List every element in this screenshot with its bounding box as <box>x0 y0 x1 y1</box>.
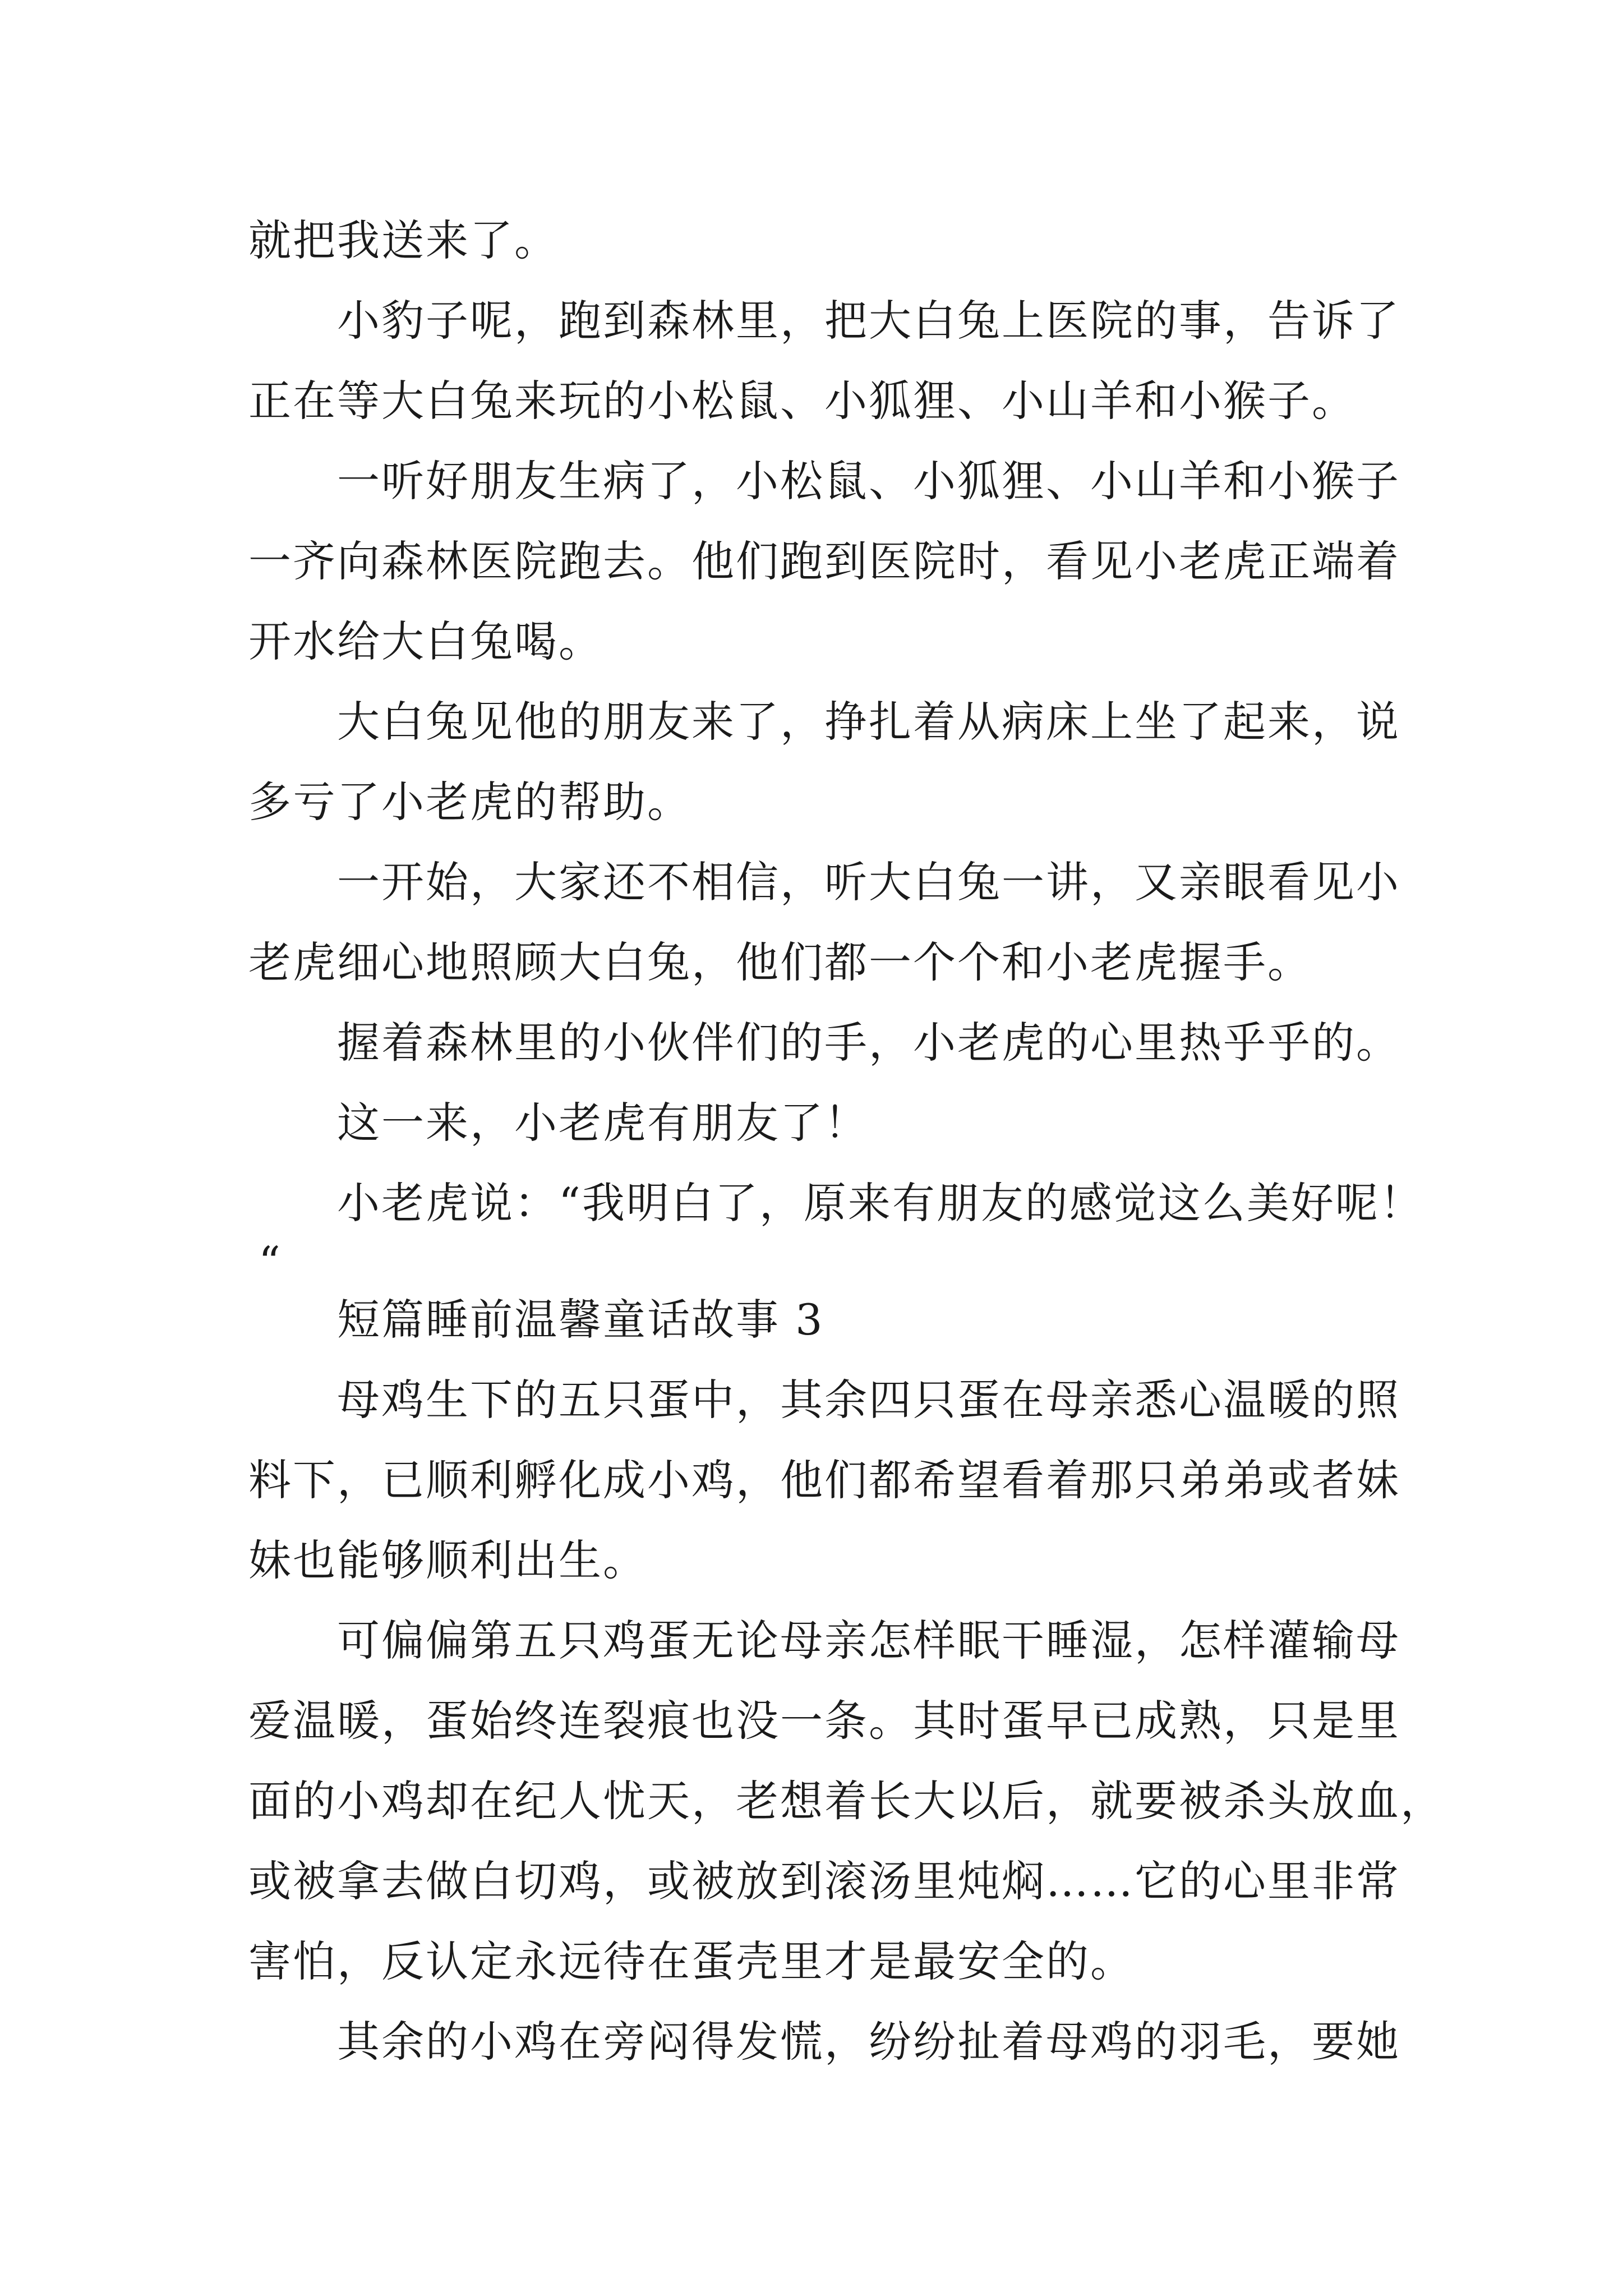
text-line: 小豹子呢，跑到森林里，把大白兔上医院的事，告诉了 <box>337 296 1400 346</box>
text-line: 其余的小鸡在旁闷得发慌，纷纷扯着母鸡的羽毛，要她 <box>337 2017 1400 2067</box>
text-line: 一齐向森林医院跑去。他们跑到医院时，看见小老虎正端着 <box>248 536 1400 586</box>
text-line: 这一来，小老虎有朋友了！ <box>337 1098 869 1148</box>
text-line: 可偏偏第五只鸡蛋无论母亲怎样眠干睡湿，怎样灌输母 <box>337 1616 1400 1665</box>
text-line: 握着森林里的小伙伴们的手，小老虎的心里热乎乎的。 <box>337 1018 1400 1068</box>
text-line: “ <box>259 1237 282 1287</box>
text-line: 就把我送来了。 <box>248 215 559 265</box>
text-line: 面的小鸡却在纪人忧天，老想着长大以后，就要被杀头放血， <box>248 1776 1445 1826</box>
section-heading: 短篇睡前温馨童话故事 3 <box>337 1295 824 1345</box>
text-line: 大白兔见他的朋友来了，挣扎着从病床上坐了起来，说 <box>337 697 1400 747</box>
text-line: 或被拿去做白切鸡，或被放到滚汤里炖焖……它的心里非常 <box>248 1856 1400 1906</box>
text-line: 开水给大白兔喝。 <box>248 616 603 666</box>
text-line: 爱温暖，蛋始终连裂痕也没一条。其时蛋早已成熟，只是里 <box>248 1696 1400 1746</box>
text-line: 正在等大白兔来玩的小松鼠、小狐狸、小山羊和小猴子。 <box>248 376 1356 426</box>
text-line: 多亏了小老虎的帮助。 <box>248 777 691 827</box>
text-line: 一开始，大家还不相信，听大白兔一讲，又亲眼看见小 <box>337 857 1400 907</box>
text-line: 一听好朋友生病了，小松鼠、小狐狸、小山羊和小猴子 <box>337 456 1400 506</box>
text-line: 小老虎说：“我明白了，原来有朋友的感觉这么美好呢！ <box>337 1178 1424 1228</box>
text-line: 料下，已顺利孵化成小鸡，他们都希望看着那只弟弟或者妹 <box>248 1455 1400 1505</box>
text-line: 妹也能够顺利出生。 <box>248 1535 647 1585</box>
text-line: 老虎细心地照顾大白兔，他们都一个个和小老虎握手。 <box>248 937 1312 987</box>
text-line: 母鸡生下的五只蛋中，其余四只蛋在母亲悉心温暖的照 <box>337 1375 1400 1425</box>
text-line: 害怕，反认定永远待在蛋壳里才是最安全的。 <box>248 1936 1135 1986</box>
